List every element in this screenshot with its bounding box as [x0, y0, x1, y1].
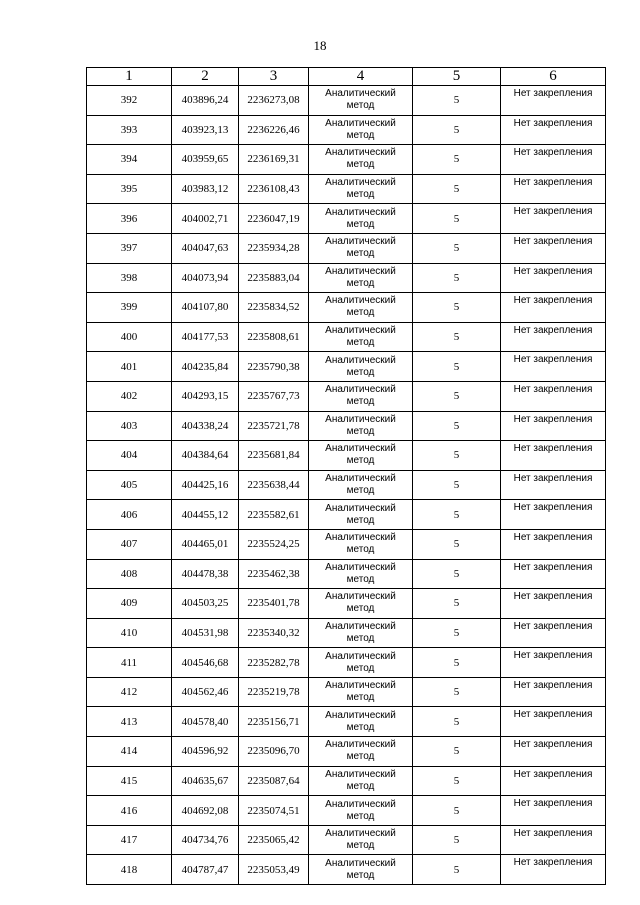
fixation-note-cell: Нет закрепления: [501, 648, 606, 678]
table-row: [87, 796, 606, 826]
point-number-cell: 407: [87, 529, 172, 559]
method-line-1: Аналитический: [325, 828, 396, 840]
method-cell: [309, 263, 413, 293]
accuracy-cell: 5: [413, 855, 501, 885]
method-line-2: метод: [346, 307, 375, 319]
method-line-1: Аналитический: [325, 443, 396, 455]
method-line-1: Аналитический: [325, 147, 396, 159]
method-line-2: метод: [346, 780, 375, 792]
table-row: [87, 293, 606, 323]
method-line-1: Аналитический: [325, 88, 396, 100]
y-coordinate-cell: 2235638,44: [239, 470, 309, 500]
accuracy-cell: 5: [413, 145, 501, 175]
method-cell: [309, 796, 413, 826]
x-coordinate-cell: 404177,53: [172, 322, 239, 352]
method-line-1: Аналитический: [325, 620, 396, 632]
y-coordinate-cell: 2235219,78: [239, 677, 309, 707]
method-cell: [309, 352, 413, 382]
x-coordinate-cell: 404384,64: [172, 441, 239, 471]
table-row: [87, 500, 606, 530]
method-line-2: метод: [346, 425, 375, 437]
point-number-cell: 415: [87, 766, 172, 796]
point-number-cell: 406: [87, 500, 172, 530]
method-line-1: Аналитический: [325, 325, 396, 337]
accuracy-cell: 5: [413, 233, 501, 263]
method-line-2: метод: [346, 277, 375, 289]
x-coordinate-cell: 404338,24: [172, 411, 239, 441]
method-cell: [309, 470, 413, 500]
method-line-1: Аналитический: [325, 117, 396, 129]
y-coordinate-cell: 2235401,78: [239, 589, 309, 619]
y-coordinate-cell: 2235053,49: [239, 855, 309, 885]
table-row: [87, 677, 606, 707]
method-cell: [309, 500, 413, 530]
table-row: [87, 233, 606, 263]
x-coordinate-cell: 404635,67: [172, 766, 239, 796]
column-header-6: 6: [501, 68, 606, 86]
method-cell: [309, 707, 413, 737]
x-coordinate-cell: 404107,80: [172, 293, 239, 323]
table-row: [87, 825, 606, 855]
x-coordinate-cell: 403923,13: [172, 115, 239, 145]
accuracy-cell: 5: [413, 529, 501, 559]
column-header-4: 4: [309, 68, 413, 86]
fixation-note-cell: Нет закрепления: [501, 145, 606, 175]
point-number-cell: 414: [87, 737, 172, 767]
method-line-2: метод: [346, 485, 375, 497]
table-row: [87, 529, 606, 559]
point-number-cell: 411: [87, 648, 172, 678]
point-number-cell: 394: [87, 145, 172, 175]
point-number-cell: 401: [87, 352, 172, 382]
table-row: [87, 204, 606, 234]
fixation-note-cell: Нет закрепления: [501, 352, 606, 382]
method-line-2: метод: [346, 751, 375, 763]
column-header-5: 5: [413, 68, 501, 86]
method-cell: [309, 293, 413, 323]
method-line-2: метод: [346, 218, 375, 230]
method-cell: [309, 145, 413, 175]
table-row: [87, 86, 606, 116]
fixation-note-cell: Нет закрепления: [501, 589, 606, 619]
method-line-1: Аналитический: [325, 354, 396, 366]
table-row: [87, 145, 606, 175]
y-coordinate-cell: 2235767,73: [239, 381, 309, 411]
y-coordinate-cell: 2235524,25: [239, 529, 309, 559]
fixation-note-cell: Нет закрепления: [501, 737, 606, 767]
method-line-1: Аналитический: [325, 768, 396, 780]
method-line-2: метод: [346, 396, 375, 408]
y-coordinate-cell: 2235087,64: [239, 766, 309, 796]
point-number-cell: 400: [87, 322, 172, 352]
table-row: [87, 352, 606, 382]
method-line-2: метод: [346, 632, 375, 644]
method-line-1: Аналитический: [325, 206, 396, 218]
point-number-cell: 393: [87, 115, 172, 145]
table-row: [87, 174, 606, 204]
y-coordinate-cell: 2236108,43: [239, 174, 309, 204]
x-coordinate-cell: 404562,46: [172, 677, 239, 707]
table-row: [87, 589, 606, 619]
point-number-cell: 416: [87, 796, 172, 826]
page-number: 18: [313, 38, 327, 53]
y-coordinate-cell: 2235834,52: [239, 293, 309, 323]
y-coordinate-cell: 2236169,31: [239, 145, 309, 175]
x-coordinate-cell: 403896,24: [172, 86, 239, 116]
method-cell: [309, 174, 413, 204]
y-coordinate-cell: 2235934,28: [239, 233, 309, 263]
method-line-2: метод: [346, 100, 375, 112]
y-coordinate-cell: 2235808,61: [239, 322, 309, 352]
x-coordinate-cell: 404531,98: [172, 618, 239, 648]
accuracy-cell: 5: [413, 381, 501, 411]
table-header-row: [87, 68, 606, 86]
y-coordinate-cell: 2236226,46: [239, 115, 309, 145]
method-line-1: Аналитический: [325, 709, 396, 721]
point-number-cell: 409: [87, 589, 172, 619]
fixation-note-cell: Нет закрепления: [501, 707, 606, 737]
point-number-cell: 396: [87, 204, 172, 234]
y-coordinate-cell: 2235096,70: [239, 737, 309, 767]
table-row: [87, 737, 606, 767]
method-cell: [309, 589, 413, 619]
table-row: [87, 707, 606, 737]
x-coordinate-cell: 404478,38: [172, 559, 239, 589]
column-header-1: 1: [87, 68, 172, 86]
method-line-2: метод: [346, 603, 375, 615]
x-coordinate-cell: 404734,76: [172, 825, 239, 855]
method-line-2: метод: [346, 337, 375, 349]
fixation-note-cell: Нет закрепления: [501, 855, 606, 885]
point-number-cell: 417: [87, 825, 172, 855]
accuracy-cell: 5: [413, 589, 501, 619]
fixation-note-cell: Нет закрепления: [501, 825, 606, 855]
point-number-cell: 405: [87, 470, 172, 500]
point-number-cell: 395: [87, 174, 172, 204]
method-line-2: метод: [346, 810, 375, 822]
method-line-1: Аналитический: [325, 265, 396, 277]
point-number-cell: 398: [87, 263, 172, 293]
y-coordinate-cell: 2235074,51: [239, 796, 309, 826]
fixation-note-cell: Нет закрепления: [501, 766, 606, 796]
x-coordinate-cell: 404578,40: [172, 707, 239, 737]
x-coordinate-cell: 404596,92: [172, 737, 239, 767]
accuracy-cell: 5: [413, 204, 501, 234]
fixation-note-cell: Нет закрепления: [501, 293, 606, 323]
method-line-1: Аналитический: [325, 857, 396, 869]
y-coordinate-cell: 2235156,71: [239, 707, 309, 737]
method-line-1: Аналитический: [325, 532, 396, 544]
accuracy-cell: 5: [413, 411, 501, 441]
x-coordinate-cell: 404455,12: [172, 500, 239, 530]
method-line-2: метод: [346, 692, 375, 704]
point-number-cell: 403: [87, 411, 172, 441]
method-line-1: Аналитический: [325, 650, 396, 662]
table-row: [87, 470, 606, 500]
method-cell: [309, 529, 413, 559]
column-header-2: 2: [172, 68, 239, 86]
fixation-note-cell: Нет закрепления: [501, 411, 606, 441]
y-coordinate-cell: 2235681,84: [239, 441, 309, 471]
y-coordinate-cell: 2236047,19: [239, 204, 309, 234]
method-line-2: метод: [346, 721, 375, 733]
fixation-note-cell: Нет закрепления: [501, 322, 606, 352]
method-line-2: метод: [346, 248, 375, 260]
method-cell: [309, 233, 413, 263]
y-coordinate-cell: 2235065,42: [239, 825, 309, 855]
y-coordinate-cell: 2235282,78: [239, 648, 309, 678]
accuracy-cell: 5: [413, 559, 501, 589]
x-coordinate-cell: 404546,68: [172, 648, 239, 678]
y-coordinate-cell: 2235721,78: [239, 411, 309, 441]
fixation-note-cell: Нет закрепления: [501, 115, 606, 145]
fixation-note-cell: Нет закрепления: [501, 381, 606, 411]
method-line-1: Аналитический: [325, 798, 396, 810]
accuracy-cell: 5: [413, 707, 501, 737]
fixation-note-cell: Нет закрепления: [501, 618, 606, 648]
method-line-1: Аналитический: [325, 473, 396, 485]
accuracy-cell: 5: [413, 677, 501, 707]
x-coordinate-cell: 404692,08: [172, 796, 239, 826]
accuracy-cell: 5: [413, 796, 501, 826]
method-line-2: метод: [346, 455, 375, 467]
accuracy-cell: 5: [413, 174, 501, 204]
accuracy-cell: 5: [413, 322, 501, 352]
method-cell: [309, 381, 413, 411]
method-cell: [309, 115, 413, 145]
accuracy-cell: 5: [413, 825, 501, 855]
method-cell: [309, 648, 413, 678]
table-row: [87, 559, 606, 589]
accuracy-cell: 5: [413, 86, 501, 116]
point-number-cell: 397: [87, 233, 172, 263]
x-coordinate-cell: 404047,63: [172, 233, 239, 263]
method-line-2: метод: [346, 573, 375, 585]
fixation-note-cell: Нет закрепления: [501, 204, 606, 234]
accuracy-cell: 5: [413, 500, 501, 530]
fixation-note-cell: Нет закрепления: [501, 233, 606, 263]
accuracy-cell: 5: [413, 293, 501, 323]
x-coordinate-cell: 404002,71: [172, 204, 239, 234]
table-row: [87, 618, 606, 648]
accuracy-cell: 5: [413, 648, 501, 678]
x-coordinate-cell: 404503,25: [172, 589, 239, 619]
point-number-cell: 404: [87, 441, 172, 471]
fixation-note-cell: Нет закрепления: [501, 796, 606, 826]
fixation-note-cell: Нет закрепления: [501, 500, 606, 530]
method-cell: [309, 825, 413, 855]
table-row: [87, 648, 606, 678]
x-coordinate-cell: 403983,12: [172, 174, 239, 204]
fixation-note-cell: Нет закрепления: [501, 529, 606, 559]
x-coordinate-cell: 404235,84: [172, 352, 239, 382]
method-line-1: Аналитический: [325, 561, 396, 573]
x-coordinate-cell: 403959,65: [172, 145, 239, 175]
method-cell: [309, 322, 413, 352]
method-line-2: метод: [346, 189, 375, 201]
method-line-2: метод: [346, 869, 375, 881]
coordinates-table: [86, 67, 606, 885]
point-number-cell: 412: [87, 677, 172, 707]
accuracy-cell: 5: [413, 441, 501, 471]
method-line-1: Аналитический: [325, 680, 396, 692]
method-line-1: Аналитический: [325, 502, 396, 514]
x-coordinate-cell: 404425,16: [172, 470, 239, 500]
x-coordinate-cell: 404293,15: [172, 381, 239, 411]
column-header-3: 3: [239, 68, 309, 86]
method-cell: [309, 86, 413, 116]
x-coordinate-cell: 404465,01: [172, 529, 239, 559]
method-cell: [309, 204, 413, 234]
fixation-note-cell: Нет закрепления: [501, 263, 606, 293]
method-cell: [309, 559, 413, 589]
point-number-cell: 408: [87, 559, 172, 589]
accuracy-cell: 5: [413, 263, 501, 293]
fixation-note-cell: Нет закрепления: [501, 86, 606, 116]
point-number-cell: 410: [87, 618, 172, 648]
method-line-2: метод: [346, 544, 375, 556]
method-line-1: Аналитический: [325, 295, 396, 307]
method-cell: [309, 411, 413, 441]
method-line-1: Аналитический: [325, 384, 396, 396]
method-cell: [309, 855, 413, 885]
method-cell: [309, 441, 413, 471]
fixation-note-cell: Нет закрепления: [501, 470, 606, 500]
method-line-2: метод: [346, 129, 375, 141]
table-row: [87, 263, 606, 293]
method-cell: [309, 766, 413, 796]
point-number-cell: 413: [87, 707, 172, 737]
fixation-note-cell: Нет закрепления: [501, 559, 606, 589]
accuracy-cell: 5: [413, 766, 501, 796]
accuracy-cell: 5: [413, 352, 501, 382]
x-coordinate-cell: 404073,94: [172, 263, 239, 293]
fixation-note-cell: Нет закрепления: [501, 441, 606, 471]
table-row: [87, 381, 606, 411]
table-row: [87, 322, 606, 352]
accuracy-cell: 5: [413, 737, 501, 767]
x-coordinate-cell: 404787,47: [172, 855, 239, 885]
method-line-1: Аналитический: [325, 413, 396, 425]
table-row: [87, 411, 606, 441]
method-line-2: метод: [346, 662, 375, 674]
y-coordinate-cell: 2235790,38: [239, 352, 309, 382]
accuracy-cell: 5: [413, 618, 501, 648]
method-line-2: метод: [346, 159, 375, 171]
y-coordinate-cell: 2236273,08: [239, 86, 309, 116]
accuracy-cell: 5: [413, 470, 501, 500]
y-coordinate-cell: 2235883,04: [239, 263, 309, 293]
method-line-1: Аналитический: [325, 739, 396, 751]
point-number-cell: 392: [87, 86, 172, 116]
point-number-cell: 402: [87, 381, 172, 411]
y-coordinate-cell: 2235462,38: [239, 559, 309, 589]
method-cell: [309, 737, 413, 767]
fixation-note-cell: Нет закрепления: [501, 677, 606, 707]
fixation-note-cell: Нет закрепления: [501, 174, 606, 204]
method-line-2: метод: [346, 514, 375, 526]
method-cell: [309, 677, 413, 707]
method-line-1: Аналитический: [325, 236, 396, 248]
table-row: [87, 441, 606, 471]
table-row: [87, 855, 606, 885]
point-number-cell: 418: [87, 855, 172, 885]
table-row: [87, 115, 606, 145]
table-row: [87, 766, 606, 796]
point-number-cell: 399: [87, 293, 172, 323]
method-cell: [309, 618, 413, 648]
method-line-2: метод: [346, 366, 375, 378]
accuracy-cell: 5: [413, 115, 501, 145]
y-coordinate-cell: 2235340,32: [239, 618, 309, 648]
y-coordinate-cell: 2235582,61: [239, 500, 309, 530]
method-line-1: Аналитический: [325, 591, 396, 603]
method-line-2: метод: [346, 840, 375, 852]
method-line-1: Аналитический: [325, 177, 396, 189]
